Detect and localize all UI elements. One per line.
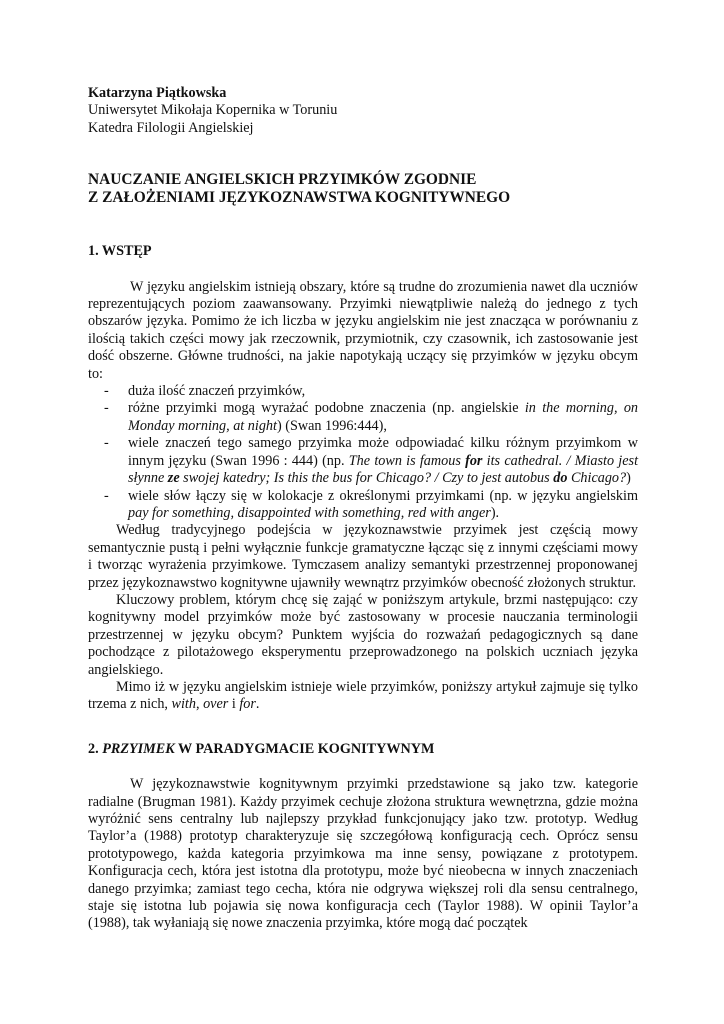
paper-title-line-2: Z ZAŁOŻENIAMI JĘZYKOZNAWSTWA KOGNITYWNEGO [88,189,511,207]
list-item-text: duża ilość znaczeń przyimków, [128,383,306,400]
paper-title-line-1: NAUCZANIE ANGIELSKICH PRZYIMKÓW ZGODNIE [88,171,477,189]
list-item [88,383,638,400]
dash-bullet: - [104,400,109,417]
example-phrase: The town is famous for its cathedral. / Miasto jest słynne ze swojej katedry; Is this the bus for Chicago? / Czy to jest autobus do Chicago? [128,452,639,487]
section-1-paragraph-4: Mimo iż w języku angielskim istnieje wiele przyimków, poniższy artykuł zajmuje się tylko trzema z nich, with, over i for. [88,678,638,713]
list-item-text: ) [626,470,631,487]
paper-title [88,171,638,207]
list-item [88,435,638,487]
difficulties-list [88,383,638,522]
dash-bullet: - [104,435,109,452]
list-item [88,400,638,435]
example-phrase: pay for something, disappointed with something, red with anger [128,504,491,521]
preposition-with: with [171,696,196,713]
emphasized-preposition: do [553,470,568,487]
section-1-paragraph-2: Według tradycyjnego podejścia w językoznawstwie przyimek jest częścią mowy semantycznie pustą i pełni wyłącznie funkcje gramatyczne łącząc się z innymi częściami mowy i tworząc wyrażenia przyimkowe. Tymczasem analizy semantyki przestrzennej proponowanej przez językoznawstwo kognitywne ujawniły wewnątrz przyimków obecność złożonych struktur. [88,522,638,591]
example-phrase: in the morning, on Monday morning, at night [128,400,639,434]
emphasized-preposition: for [465,452,483,469]
list-item-text: ). [490,504,500,521]
preposition-for: for [239,696,256,713]
list-item-text: różne przyimki mogą wyrażać podobne znaczenia (np. angielskie [128,400,525,417]
list-item-text: wiele słów łączy się w kolokacje z określonymi przyimkami (np. w języku angielskim [128,487,638,504]
list-item-text: ) (Swan 1996:444), [276,417,387,434]
section-1-heading: 1. WSTĘP [88,243,152,260]
affiliation-university: Uniwersytet Mikołaja Kopernika w Toruniu [88,102,338,119]
dash-bullet: - [104,383,109,400]
preposition-over: over [203,696,229,713]
document-page [88,85,638,933]
section-2-heading: 2. PRZYIMEK W PARADYGMACIE KOGNITYWNYM [88,740,435,757]
list-item [88,488,638,523]
author-name: Katarzyna Piątkowska [88,85,227,101]
section-1-paragraph-1: W języku angielskim istnieją obszary, które są trudne do zrozumienia nawet dla uczniów reprezentujących poziom zaawansowany. Przyimki niewątpliwie należą do jednego z tych obszarów języka. Pomimo że ich liczba w języku angielskim nie jest znacząca w porównaniu z ilością takich części mowy jak rzeczownik, przymiotnik, czy czasownik, ich zastosowanie jest dość obszerne. Główne trudności, na jakie napotykają uczący się przyimków w języku obcym to: [88,278,638,382]
section-1-paragraph-3: Kluczowy problem, którym chcę się zająć w poniższym artykule, brzmi następująco: czy kognitywny model przyimków może być zastosowany w procesie nauczania terminologii przestrzennej w języku obcym? Punktem wyjścia do rozważań pedagogicznych są dane pochodzące z pilotażowego eksperymentu przeprowadzonego na polskich uczniach języka angielskiego. [88,591,638,678]
section-2-paragraph-1: W językoznawstwie kognitywnym przyimki przedstawione są jako tzw. kategorie radialne (Brugman 1981). Każdy przyimek cechuje złożona struktura wewnętrzna, gdzie można wyróżnić sens centralny lub najlepszy przykład funkcjonujący jako tzw. prototyp. Według Taylor’a (1988) prototyp charakteryzuje się szczegółową konfiguracją cech. Oprócz sensu prototypowego, każda kategoria przyimkowa ma inne sensy, powiązane z prototypem. Konfiguracja cech, która jest istotna dla prototypu, może być nieobecna w innych znaczeniach danego przyimka; zamiast tego cecha, która nie odgrywa większej roli dla sensu centralnego, staje się istotna lub pojawia się nowa konfiguracja cech (Taylor 1988). W opinii Taylor’a (1988), tak wyłaniają się nowe znaczenia przyimka, które mogą dać początek [88,776,638,932]
list-item-text: wiele znaczeń tego samego przyimka może odpowiadać kilku różnym przyimkom w innym języku (Swan 1996 : 444) (np. [128,435,638,469]
affiliation-department: Katedra Filologii Angielskiej [88,119,254,136]
dash-bullet: - [104,487,109,504]
emphasized-preposition: ze [167,470,180,487]
